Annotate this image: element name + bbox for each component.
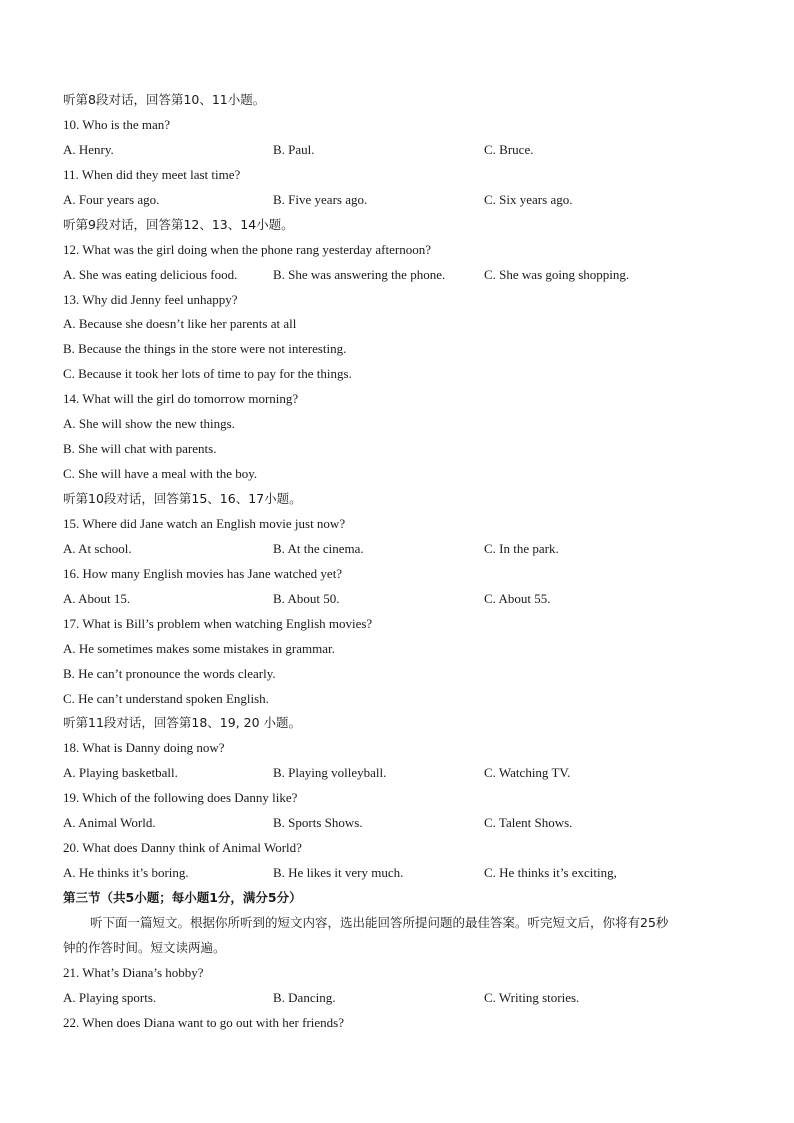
option-row (63, 590, 743, 615)
answer-option: C. She was going shopping. (484, 266, 630, 282)
answer-option: B. She will chat with parents. (63, 441, 217, 457)
answer-option: A. At school. (63, 540, 132, 556)
answer-option: B. At the cinema. (273, 540, 364, 556)
answer-option: C. About 55. (484, 590, 551, 606)
question-text: 22. When does Diana want to go out with her friends? (63, 1014, 344, 1030)
question-text: 19. Which of the following does Danny like? (63, 790, 298, 806)
option-row (63, 989, 743, 1014)
answer-option: C. He thinks it’s exciting, (484, 865, 617, 881)
question-text: 20. What does Danny think of Animal World? (63, 840, 302, 856)
answer-option: C. She will have a meal with the boy. (63, 466, 258, 482)
question-text: 11. When did they meet last time? (63, 166, 241, 182)
question-text: 10. Who is the man? (63, 116, 170, 132)
question-text: 15. Where did Jane watch an English movie just now? (63, 515, 346, 531)
option-row (63, 764, 743, 789)
answer-option: B. She was answering the phone. (273, 266, 446, 282)
dialogue-heading: 听第11段对话，回答第18、19, 20 小题。 (63, 715, 302, 731)
answer-option: C. Six years ago. (484, 191, 573, 207)
answer-option: A. Animal World. (63, 815, 156, 831)
instruction-paragraph: 听下面一篇短文。根据你所听到的短文内容，选出能回答所提问题的最佳答案。听完短文后，你将有25秒 (90, 914, 669, 930)
answer-option: C. Talent Shows. (484, 815, 573, 831)
question-text: 21. What’s Diana’s hobby? (63, 964, 204, 980)
option-row (63, 191, 743, 216)
answer-option: C. Writing stories. (484, 989, 580, 1005)
answer-option: A. About 15. (63, 590, 131, 606)
answer-option: A. Four years ago. (63, 191, 160, 207)
option-row (63, 864, 743, 889)
dialogue-heading: 听第10段对话，回答第15、16、17小题。 (63, 491, 302, 506)
question-text: 14. What will the girl do tomorrow morning? (63, 391, 299, 407)
question-text: 17. What is Bill’s problem when watching English movies? (63, 615, 373, 631)
answer-option: A. He sometimes makes some mistakes in grammar. (63, 640, 335, 656)
instruction-paragraph-continued: 钟的作答时间。短文读两遍。 (63, 939, 226, 955)
answer-option: B. Playing volleyball. (273, 765, 387, 781)
document-page (63, 91, 743, 1039)
section-title: 第三节（共5小题；每小题1分，满分5分） (63, 890, 302, 905)
answer-option: A. Playing sports. (63, 989, 157, 1005)
answer-option: C. Bruce. (484, 141, 534, 157)
answer-option: B. He can’t pronounce the words clearly. (63, 665, 276, 681)
answer-option: B. Five years ago. (273, 191, 368, 207)
answer-option: C. In the park. (484, 540, 559, 556)
answer-option: A. She will show the new things. (63, 416, 235, 432)
dialogue-heading: 听第8段对话，回答第10、11小题。 (63, 92, 266, 107)
option-row (63, 266, 743, 291)
option-row (63, 814, 743, 839)
option-row (63, 540, 743, 565)
answer-option: B. Because the things in the store were not interesting. (63, 341, 347, 357)
option-row (63, 141, 743, 166)
dialogue-heading: 听第9段对话，回答第12、13、14小题。 (63, 216, 294, 232)
answer-option: B. Paul. (273, 141, 315, 157)
answer-option: C. Watching TV. (484, 765, 571, 781)
question-text: 12. What was the girl doing when the phone rang yesterday afternoon? (63, 241, 431, 257)
answer-option: A. He thinks it’s boring. (63, 865, 189, 881)
answer-option: A. Because she doesn’t like her parents at all (63, 316, 297, 332)
answer-option: A. Henry. (63, 141, 114, 157)
answer-option: B. Dancing. (273, 989, 336, 1005)
question-text: 18. What is Danny doing now? (63, 740, 225, 756)
question-text: 16. How many English movies has Jane watched yet? (63, 565, 343, 581)
answer-option: A. She was eating delicious food. (63, 266, 238, 282)
answer-option: B. Sports Shows. (273, 815, 363, 831)
question-text: 13. Why did Jenny feel unhappy? (63, 291, 238, 307)
answer-option: A. Playing basketball. (63, 765, 178, 781)
answer-option: C. Because it took her lots of time to pay for the things. (63, 366, 352, 382)
answer-option: B. About 50. (273, 590, 340, 606)
answer-option: B. He likes it very much. (273, 865, 404, 881)
answer-option: C. He can’t understand spoken English. (63, 690, 269, 706)
